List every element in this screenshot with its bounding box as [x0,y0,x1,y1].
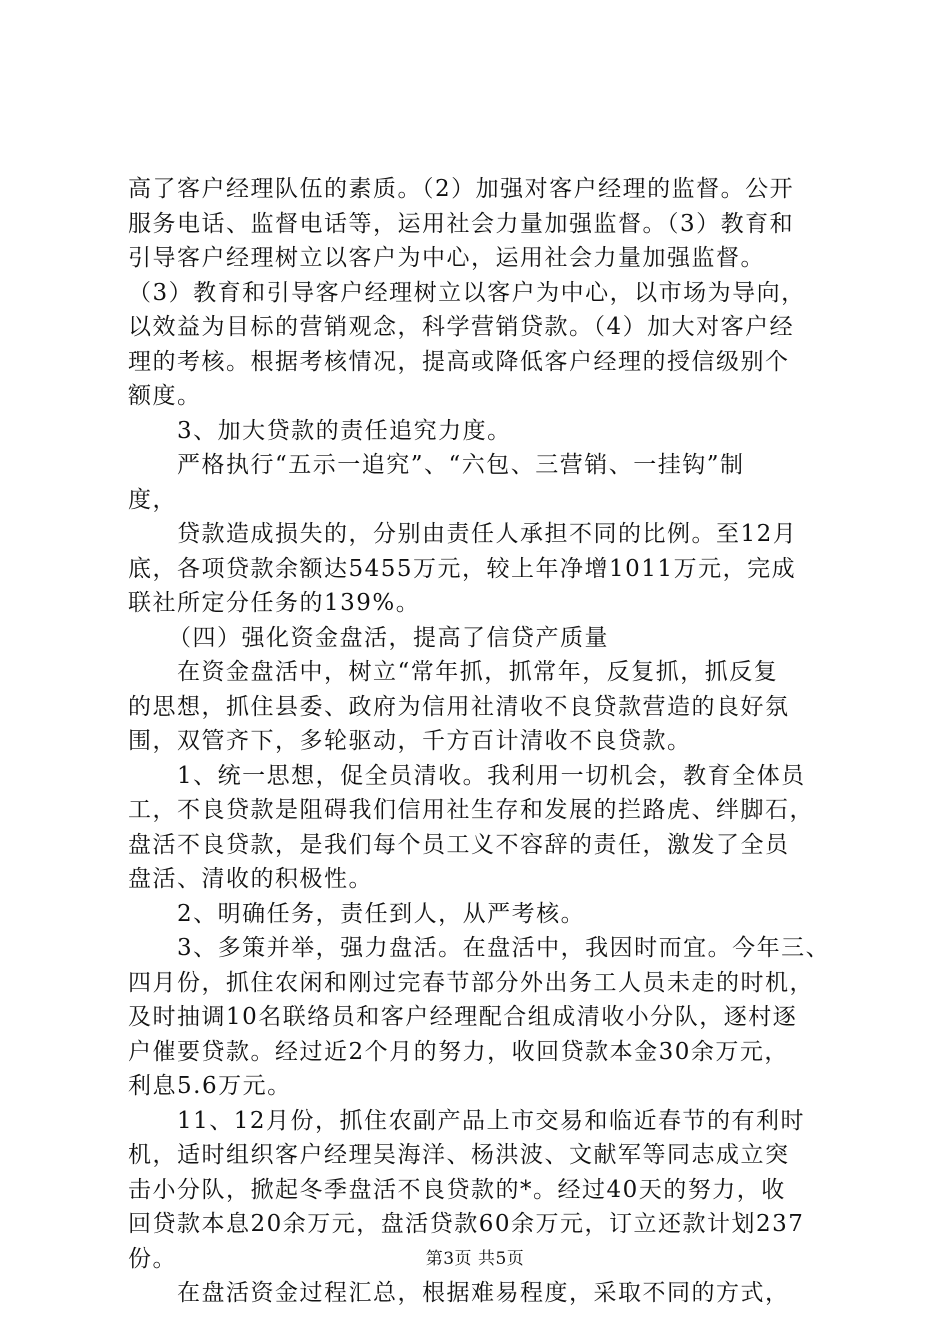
body-text-line: 户催要贷款。经过近2个月的努力，收回贷款本金30余万元， [128,1038,789,1065]
body-text-line: 盘活不良贷款，是我们每个员工义不容辞的责任，激发了全员 [128,831,790,858]
body-text-line: 在盘活资金过程汇总，根据难易程度，采取不同的方式， [177,1280,790,1306]
page-footer: 第3页 共5页 [425,1249,525,1269]
body-text-line: 11、12月份，抓住农副产品上市交易和临近春节的有利时 [177,1107,806,1134]
body-text-line: 高了客户经理队伍的素质。（2）加强对客户经理的监督。公开 [128,176,795,202]
body-text-line: 以效益为目标的营销观念，科学营销贷款。（4）加大对客户经 [128,314,795,340]
body-text-line: 额度。 [128,383,202,409]
body-text-line: 理的考核。根据考核情况，提高或降低客户经理的授信级别个 [128,348,790,375]
body-text-line: 1、统一思想，促全员清收。我利用一切机会，教育全体员 [177,762,806,789]
body-text-line: 度， [128,486,177,513]
body-text-line: （3）教育和引导客户经理树立以客户为中心，以市场为导向， [128,279,806,306]
body-text-line: 在资金盘活中，树立“常年抓，抓常年，反复抓，抓反复 [177,659,779,685]
body-text-line: 底，各项贷款余额达5455万元，较上年净增1011万元，完成 [128,555,797,582]
body-text-line: 击小分队，掀起冬季盘活不良贷款的*。经过40天的努力，收 [128,1176,786,1203]
body-text-line: 2、明确任务，责任到人，从严考核。 [177,900,586,927]
body-text-line: 盘活、清收的积极性。 [128,866,373,892]
body-text-line: 机，适时组织客户经理吴海洋、杨洪波、文献军等同志成立突 [128,1142,790,1168]
body-text-line: 贷款造成损失的，分别由责任人承担不同的比例。至12月 [177,521,798,547]
body-text-line: 份。 [128,1245,177,1272]
body-text-line: 工，不良贷款是阻碍我们信用社生存和发展的拦路虎、绊脚石， [128,797,814,823]
body-text-line: 四月份，抓住农闲和刚过完春节部分外出务工人员未走的时机， [128,969,814,996]
body-text-line: 3、多策并举，强力盘活。在盘活中，我因时而宜。今年三、 [177,935,831,961]
body-text-line: 引导客户经理树立以客户为中心，运用社会力量加强监督。 [128,245,765,271]
body-text-line: 服务电话、监督电话等，运用社会力量加强监督。（3）教育和 [128,210,795,237]
body-text-line: 回贷款本息20余万元，盘活贷款60余万元，订立还款计划237 [128,1211,805,1237]
body-text-line: 围，双管齐下，多轮驱动，千方百计清收不良贷款。 [128,728,692,754]
body-text-line: 3、加大贷款的责任追究力度。 [177,417,512,444]
body-text-line: 利息5.6万元。 [128,1073,292,1099]
document-body [128,172,833,1311]
body-text-line: 联社所定分任务的139%。 [128,590,421,616]
body-text-line: 的思想，抓住县委、政府为信用社清收不良贷款营造的良好氛 [128,693,790,720]
body-text-line: 严格执行“五示一追究”、“六包、三营销、一挂钩”制 [177,452,745,478]
body-text-line: 及时抽调10名联络员和客户经理配合组成清收小分队，逐村逐 [128,1004,798,1030]
body-text-line: （四）强化资金盘活，提高了信贷产质量 [168,624,609,651]
